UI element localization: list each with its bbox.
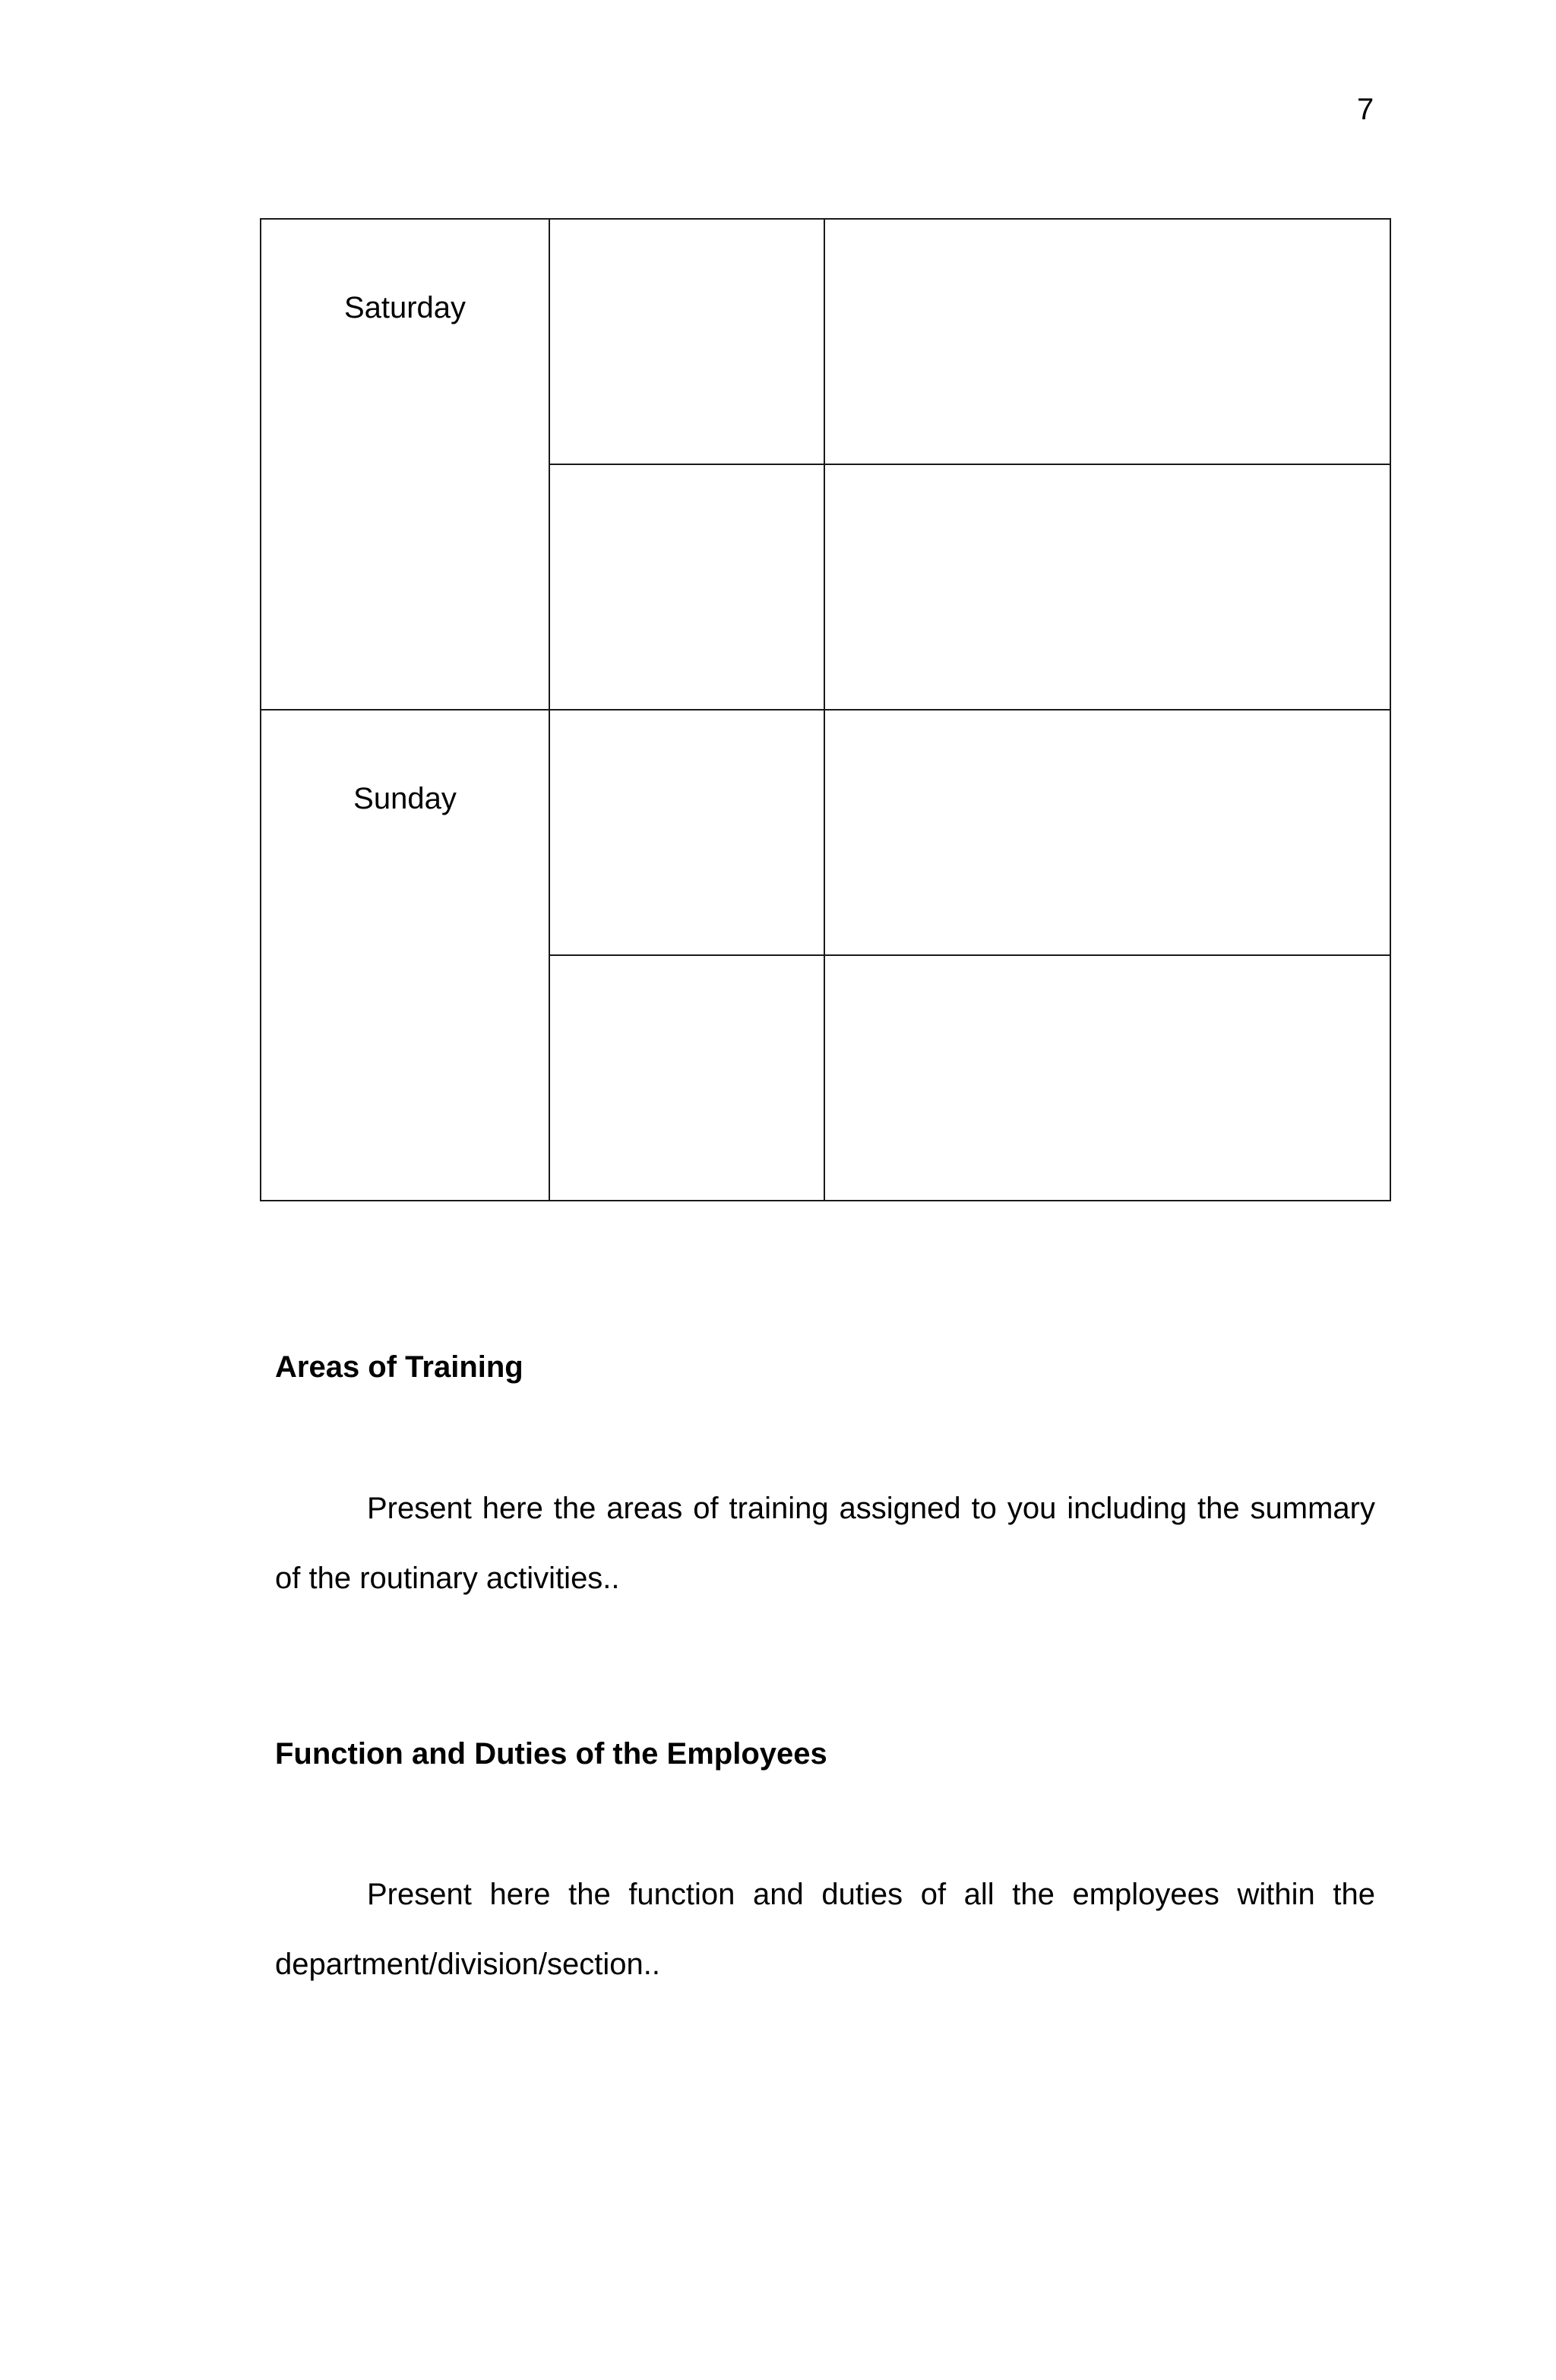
table-cell [549,710,824,955]
day-cell-saturday [261,219,549,710]
section-body-function-and-duties: Present here the function and duties of all the employees within the department/division/section.. [275,1878,1375,1981]
day-label-sunday: Sunday [353,782,457,815]
table-cell [824,955,1390,1201]
schedule-table [260,218,1391,1201]
table-cell [824,464,1390,710]
section-heading-areas-of-training: Areas of Training [275,1350,523,1384]
day-label-saturday: Saturday [343,291,466,324]
table-cell [824,710,1390,955]
table-cell [549,219,824,464]
table-cell [549,955,824,1201]
day-cell-sunday [261,710,549,1201]
section-body-areas-of-training: Present here the areas of training assigned to you including the summary of the routinary activities.. [275,1492,1375,1595]
table-row [261,219,1390,464]
section-heading-function-and-duties: Function and Duties of the Employees [275,1737,827,1771]
table-row [261,710,1390,955]
table-cell [549,464,824,710]
page-number: 7 [1357,93,1374,126]
table-cell [824,219,1390,464]
